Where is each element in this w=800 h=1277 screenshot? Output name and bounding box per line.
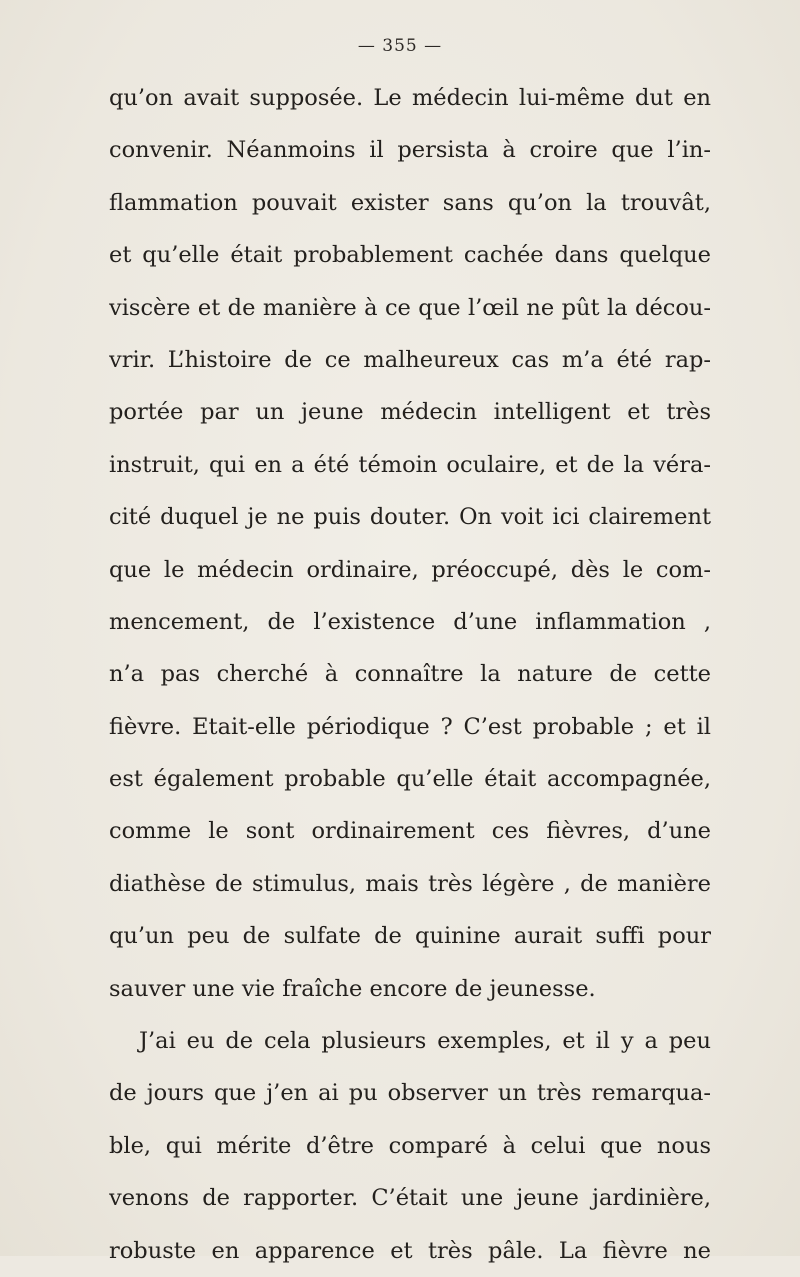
- text-line: vrir. L’histoire de ce malheureux cas m’a été rap-: [109, 346, 711, 373]
- text-line: comme le sont ordinairement ces fièvres, d’une: [109, 818, 711, 845]
- text-line: fièvre. Etait-elle périodique ? C’est probable ; et il: [109, 713, 711, 740]
- text-line-paragraph-start: J’ai eu de cela plusieurs exemples, et il y a peu: [139, 1028, 711, 1055]
- text-line: venons de rapporter. C’était une jeune jardinière,: [109, 1185, 711, 1212]
- text-line: de jours que j’en ai pu observer un très remarqua-: [109, 1080, 711, 1107]
- text-line: mencement, de l’existence d’une inflammation ,: [109, 608, 711, 635]
- text-line: diathèse de stimulus, mais très légère , de manière: [109, 870, 711, 897]
- text-line: et qu’elle était probablement cachée dans quelque: [109, 242, 711, 269]
- text-line: qu’un peu de sulfate de quinine aurait suffi pour: [109, 923, 711, 950]
- text-line: cité duquel je ne puis douter. On voit ici clairement: [109, 504, 711, 531]
- page-number: — 355 —: [357, 36, 443, 56]
- text-line-paragraph-end: sauver une vie fraîche encore de jeunesse.: [109, 975, 596, 1002]
- text-line: est également probable qu’elle était accompagnée,: [109, 766, 711, 793]
- text-line: robuste en apparence et très pâle. La fièvre ne: [109, 1237, 711, 1264]
- text-line: portée par un jeune médecin intelligent et très: [109, 399, 711, 426]
- text-line: convenir. Néanmoins il persista à croire que l’in-: [109, 137, 711, 164]
- text-line: n’a pas cherché à connaître la nature de cette: [109, 661, 711, 688]
- text-line: qu’on avait supposée. Le médecin lui-même dut en: [109, 85, 711, 111]
- text-line: viscère et de manière à ce que l’œil ne pût la décou-: [109, 294, 711, 321]
- text-line: instruit, qui en a été témoin oculaire, et de la véra-: [109, 451, 711, 478]
- text-line: ble, qui mérite d’être comparé à celui que nous: [109, 1132, 711, 1159]
- text-line: flammation pouvait exister sans qu’on la trouvât,: [109, 189, 711, 216]
- body-text: [109, 72, 711, 1277]
- text-line: que le médecin ordinaire, préoccupé, dès le com-: [109, 556, 711, 583]
